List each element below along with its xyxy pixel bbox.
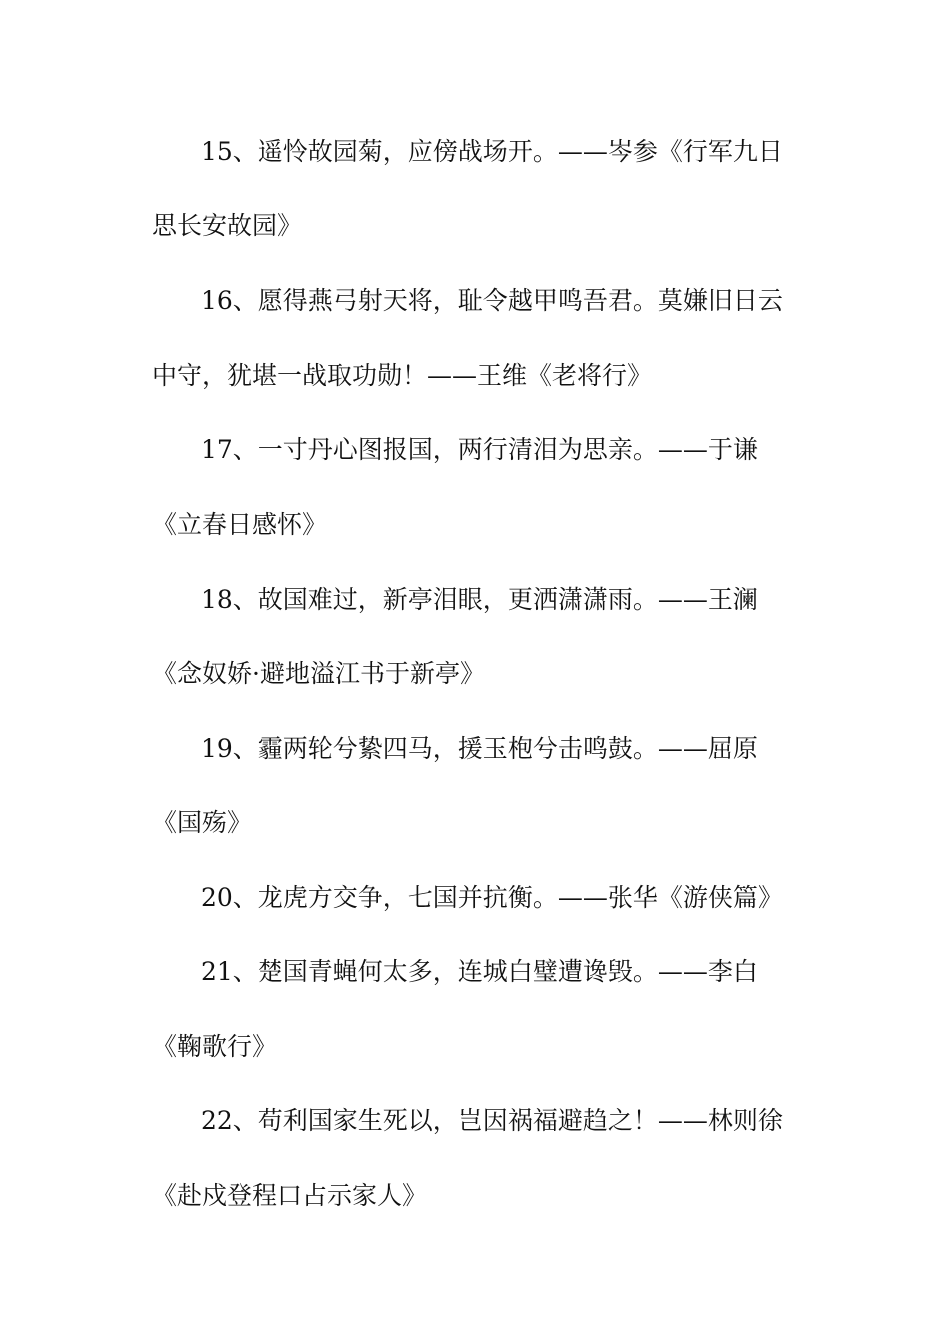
poem-line-21-cont: 《鞠歌行》 xyxy=(152,1032,278,1061)
poem-line-21: 21、楚国青蝇何太多，连城白璧遭谗毁。——李白 xyxy=(201,957,758,986)
poem-line-19-cont: 《国殇》 xyxy=(152,808,253,837)
poem-line-17: 17、一寸丹心图报国，两行清泪为思亲。——于谦 xyxy=(201,435,758,464)
poem-line-22: 22、苟利国家生死以，岂因祸福避趋之！——林则徐 xyxy=(201,1106,783,1135)
poem-line-18-cont: 《念奴娇·避地溢江书于新亭》 xyxy=(152,659,485,688)
poem-line-22-cont: 《赴戍登程口占示家人》 xyxy=(152,1181,428,1210)
poem-line-19: 19、霾两轮兮絷四马，援玉枹兮击鸣鼓。——屈原 xyxy=(201,734,758,763)
poem-line-16: 16、愿得燕弓射天将，耻令越甲鸣吾君。莫嫌旧日云 xyxy=(201,286,783,315)
poem-line-20: 20、龙虎方交争，七国并抗衡。——张华《游侠篇》 xyxy=(201,883,783,912)
poem-line-18: 18、故国难过，新亭泪眼，更洒潇潇雨。——王澜 xyxy=(201,585,758,614)
poem-line-15-cont: 思长安故园》 xyxy=(152,211,303,240)
poem-line-16-cont: 中守，犹堪一战取功勋！——王维《老将行》 xyxy=(152,361,653,390)
poem-line-15: 15、遥怜故园菊，应傍战场开。——岑参《行军九日 xyxy=(201,137,783,166)
poem-line-17-cont: 《立春日感怀》 xyxy=(152,510,328,539)
